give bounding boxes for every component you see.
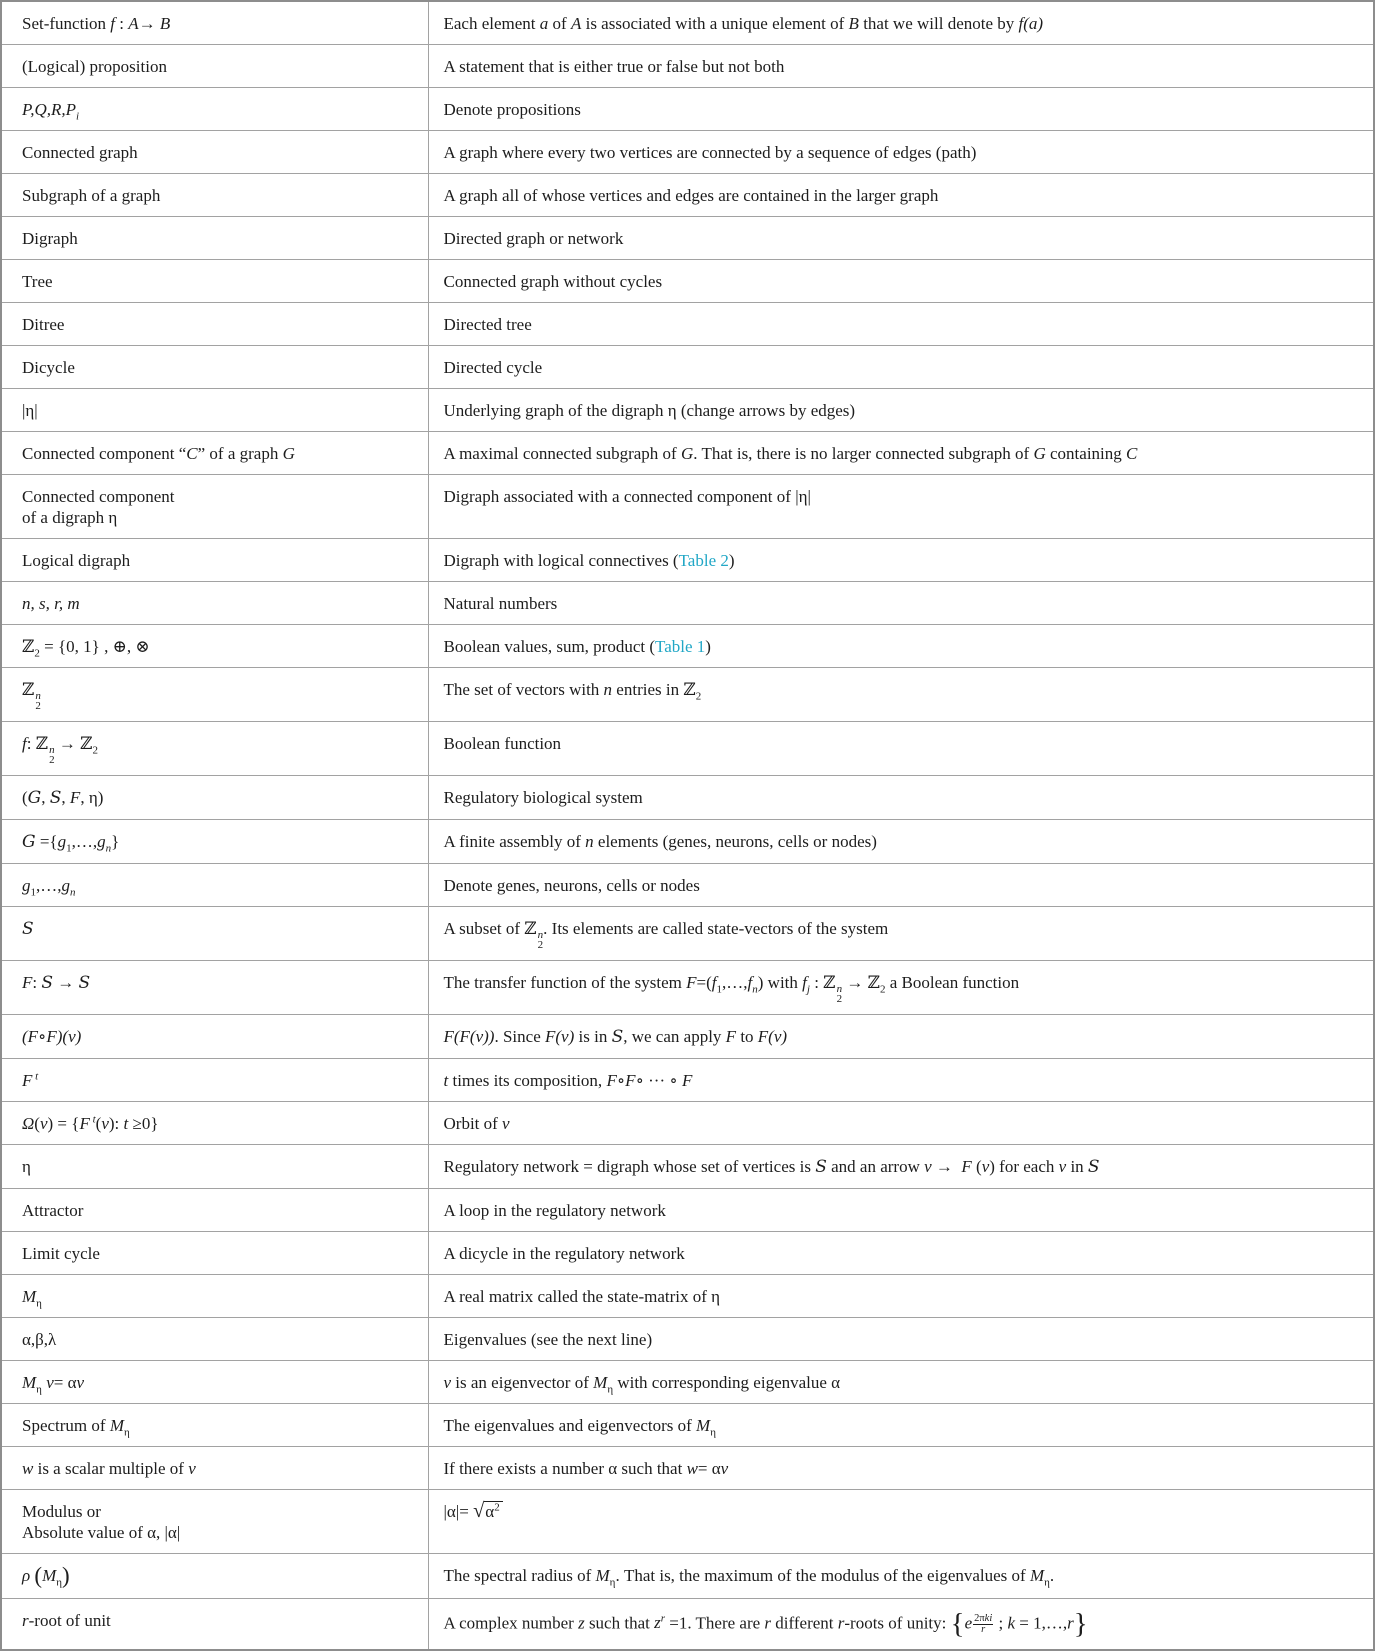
definition-cell: Directed graph or network	[428, 217, 1374, 260]
math-text-fragment: F	[686, 973, 697, 992]
table-row	[1, 864, 1374, 907]
definition-cell: Orbit of v	[428, 1102, 1374, 1145]
math-text-fragment: i	[76, 110, 80, 123]
term-cell: Connected graph	[1, 131, 428, 174]
math-text-fragment	[973, 1614, 993, 1635]
math-text-fragment: (F∘F)(v)	[22, 1027, 82, 1046]
math-text-fragment: n	[105, 842, 112, 855]
table-row	[1, 820, 1374, 864]
math-text-fragment: t	[443, 1071, 449, 1090]
math-text-fragment: v	[39, 1114, 48, 1133]
term-cell	[1, 1059, 428, 1102]
definition-cell: A maximal connected subgraph of G. That is, there is no larger connected subgraph of G containing C	[428, 432, 1374, 475]
math-text-fragment: F(v)	[757, 1027, 788, 1046]
math-text-fragment: F	[606, 1071, 617, 1090]
table-row	[1, 131, 1374, 174]
definition-cell: A subset of ℤ n 2 . Its elements are called state-vectors of the system	[428, 907, 1374, 961]
term-cell: (Logical) proposition	[1, 45, 428, 88]
math-text-fragment: √	[473, 1500, 485, 1522]
math-text-fragment: $\alpha^2$	[484, 1501, 502, 1521]
math-text-fragment: 2	[695, 690, 702, 703]
math-text-fragment	[981, 1625, 985, 1635]
definition-cell: A complex number z such that $z^r =1$. There are r different r-roots of unity: {e 2πki r ; k = 1,…,r}	[428, 1598, 1374, 1650]
math-text-fragment: C	[186, 444, 198, 463]
math-text-fragment: F	[725, 1027, 737, 1046]
math-text-fragment: M	[42, 1566, 57, 1585]
math-text-fragment: F	[961, 1157, 972, 1176]
definition-cell: A dicycle in the regulatory network	[428, 1232, 1374, 1275]
math-text-fragment: )	[62, 1563, 70, 1588]
math-text-fragment: a	[539, 14, 549, 33]
term-cell: Ω(v) = {F $^t$(v): t ≥0}	[1, 1102, 428, 1145]
table-row	[1, 1447, 1374, 1490]
term-cell: Digraph	[1, 217, 428, 260]
table-row	[1, 1361, 1374, 1404]
term-cell: Dicycle	[1, 346, 428, 389]
math-text-fragment: A	[570, 14, 582, 33]
term-cell: $g_1,\dots,g_n$	[1, 864, 428, 907]
math-text-fragment: r	[837, 1613, 845, 1633]
math-text-fragment: η	[36, 1383, 42, 1396]
math-text-fragment: F	[681, 1071, 693, 1090]
term-cell: $M_\eta$ v= αv	[1, 1361, 428, 1404]
table-row	[1, 539, 1374, 582]
math-text-fragment: f	[110, 14, 116, 33]
math-text-fragment: f	[711, 973, 717, 992]
definition-cell: A finite assembly of n elements (genes, neurons, cells or nodes)	[428, 820, 1374, 864]
table-row	[1, 260, 1374, 303]
definition-cell: The transfer function of the system $F=(f_1,\dots,f_n)$ with $f_j$ : ℤ n 2 → ℤ$_2$ a Boolean function	[428, 961, 1374, 1015]
math-text-fragment: M	[22, 1287, 37, 1306]
table-row	[1, 1318, 1374, 1361]
term-cell	[1, 1015, 428, 1059]
math-text-fragment: n	[603, 680, 613, 699]
term-cell: Set-function f : A→ B	[1, 1, 428, 45]
math-text-fragment: η	[56, 1576, 62, 1589]
definition-cell: v is an eigenvector of $M_\eta$ with corresponding eigenvalue α	[428, 1361, 1374, 1404]
math-text-fragment	[34, 691, 41, 711]
term-cell: Attractor	[1, 1189, 428, 1232]
notation-table-body	[1, 1, 1374, 1650]
math-text-fragment: G	[1033, 444, 1046, 463]
term-cell	[1, 1275, 428, 1318]
math-text-fragment: Ω	[22, 1114, 35, 1133]
math-text-fragment: 2	[836, 993, 843, 1005]
math-text-fragment: v	[188, 1459, 196, 1478]
table-row	[1, 1598, 1374, 1650]
term-cell: $G =\{g_1,\dots,g_n\}$	[1, 820, 428, 864]
term-cell: Tree	[1, 260, 428, 303]
math-text-fragment: η	[124, 1426, 130, 1439]
math-text-fragment: 2	[35, 700, 41, 712]
math-text-fragment: 2πki	[974, 1613, 993, 1625]
math-text-fragment: j	[806, 983, 810, 996]
definition-cell: Denote propositions	[428, 88, 1374, 131]
math-text-fragment: 1	[66, 842, 72, 855]
table-row	[1, 174, 1374, 217]
table-row	[1, 1015, 1374, 1059]
math-text-fragment	[32, 1070, 38, 1082]
math-text-fragment: k	[1007, 1613, 1016, 1633]
term-cell: Connected component “C” of a graph G	[1, 432, 428, 475]
definition-cell: t times its composition, F∘F∘ ··· ∘ F	[428, 1059, 1374, 1102]
math-text-fragment: S	[22, 919, 34, 939]
math-text-fragment: v	[981, 1157, 990, 1176]
table-row	[1, 389, 1374, 432]
math-text-fragment: g	[22, 876, 31, 895]
table-row	[1, 303, 1374, 346]
table-row	[1, 907, 1374, 961]
table-row	[1, 1554, 1374, 1599]
math-text-fragment: G	[27, 788, 42, 808]
definition-cell: The spectral radius of $M_\eta$. That is, the maximum of the modulus of the eigenvalues of $M_\eta$.	[428, 1554, 1374, 1599]
definition-cell: A statement that is either true or false but not both	[428, 45, 1374, 88]
math-text-fragment: S	[41, 973, 54, 993]
table-row	[1, 1102, 1374, 1145]
term-cell: w is a scalar multiple of v	[1, 1447, 428, 1490]
math-text-fragment: 2	[494, 1501, 500, 1514]
math-text-fragment: F	[69, 788, 81, 807]
table-row	[1, 88, 1374, 131]
math-text-fragment: M	[109, 1416, 124, 1435]
term-cell: Logical digraph	[1, 539, 428, 582]
math-text-fragment: v	[76, 1373, 85, 1392]
term-cell: r-root of unit	[1, 1598, 428, 1650]
math-text-fragment: S	[49, 788, 62, 808]
math-text-fragment: z	[578, 1613, 585, 1633]
math-text-fragment: $z^r$	[654, 1612, 665, 1633]
math-text-fragment: t	[35, 1070, 39, 1083]
math-text-fragment: B	[159, 14, 171, 33]
math-text-fragment: G	[680, 444, 694, 463]
definition-cell: Boolean values, sum, product (Table 1)	[428, 625, 1374, 668]
definition-cell: A graph where every two vertices are connected by a sequence of edges (path)	[428, 131, 1374, 174]
math-text-fragment: 1	[716, 983, 723, 996]
term-cell: f: ℤ n 2 → ℤ$_2$	[1, 722, 428, 776]
math-text-fragment: r	[660, 1612, 665, 1625]
definition-cell: A loop in the regulatory network	[428, 1189, 1374, 1232]
math-text-fragment: F	[22, 973, 33, 992]
definition-cell: A graph all of whose vertices and edges are contained in the larger graph	[428, 174, 1374, 217]
math-text-fragment: M	[593, 1373, 608, 1392]
term-cell: α,β,λ	[1, 1318, 428, 1361]
table-row	[1, 45, 1374, 88]
math-text-fragment: 1	[30, 886, 36, 899]
term-cell: (G, S, F, η)	[1, 776, 428, 820]
definition-cell: Connected graph without cycles	[428, 260, 1374, 303]
definition-cell: Digraph associated with a connected component of |η|	[428, 475, 1374, 539]
definition-cell: Eigenvalues (see the next line)	[428, 1318, 1374, 1361]
math-text-fragment: S	[1087, 1157, 1100, 1177]
math-text-fragment: 2	[49, 754, 55, 766]
definition-cell: Boolean function	[428, 722, 1374, 776]
math-text-fragment: v	[46, 1373, 54, 1392]
math-text-fragment: t	[92, 1113, 96, 1126]
table-row	[1, 346, 1374, 389]
math-text-fragment: n	[537, 929, 544, 941]
math-text-fragment: 2	[34, 647, 40, 660]
table-row	[1, 1275, 1374, 1318]
definition-cell: Each element a of A is associated with a unique element of B that we will denote by f(a)	[428, 1, 1374, 45]
math-text-fragment: r	[981, 1624, 986, 1636]
math-text-fragment: F	[625, 1071, 636, 1090]
term-cell: Limit cycle	[1, 1232, 428, 1275]
table-row	[1, 432, 1374, 475]
math-text-fragment: G	[22, 832, 36, 852]
definition-cell: Regulatory network = digraph whose set of vertices is S and an arrow v → F (v) for each v in S	[428, 1145, 1374, 1189]
math-text-fragment	[90, 1113, 96, 1125]
term-cell: F: S → S	[1, 961, 428, 1015]
math-text-fragment: n	[35, 690, 41, 702]
math-text-fragment: F	[79, 1114, 90, 1133]
math-text-fragment: 2	[880, 983, 886, 996]
table-row	[1, 625, 1374, 668]
definition-cell: F(F(v)). Since F(v) is in S, we can apply F to F(v)	[428, 1015, 1374, 1059]
term-cell: Modulus or Absolute value of α, |α|	[1, 1490, 428, 1554]
math-text-fragment: r	[764, 1613, 772, 1633]
math-text-fragment: g	[57, 832, 67, 851]
math-text-fragment: $g_n$	[97, 832, 112, 855]
definition-cell: Underlying graph of the digraph η (change arrows by edges)	[428, 389, 1374, 432]
definition-cell: Directed tree	[428, 303, 1374, 346]
math-text-fragment: η	[609, 1576, 616, 1589]
term-cell: ℤ$_2$ = {0, 1} , ⊕, ⊗	[1, 625, 428, 668]
math-text-fragment: n	[836, 983, 843, 995]
math-text-fragment: t	[123, 1114, 129, 1133]
definition-cell: Denote genes, neurons, cells or nodes	[428, 864, 1374, 907]
table-row	[1, 217, 1374, 260]
definition-cell: A real matrix called the state-matrix of η	[428, 1275, 1374, 1318]
math-text-fragment: B	[848, 14, 859, 33]
definition-cell: Natural numbers	[428, 582, 1374, 625]
math-text-fragment: v	[101, 1114, 109, 1133]
math-text-fragment: n, s, r, m	[22, 594, 80, 613]
math-text-fragment: C	[1126, 444, 1138, 463]
table-row	[1, 475, 1374, 539]
math-text-fragment: η	[36, 1297, 42, 1310]
definition-cell: Regulatory biological system	[428, 776, 1374, 820]
math-text-fragment: n	[585, 832, 594, 851]
math-text-fragment: v	[502, 1114, 510, 1133]
term-cell: Connected component of a digraph η	[1, 475, 428, 539]
math-text-fragment: M	[595, 1566, 610, 1585]
math-text-fragment: F(F(v))	[443, 1027, 495, 1046]
table-row	[1, 1, 1374, 45]
term-cell	[1, 582, 428, 625]
math-text-fragment: ρ	[22, 1566, 31, 1585]
table-row	[1, 1490, 1374, 1554]
math-text-fragment: n	[49, 744, 55, 756]
math-text-fragment: w	[22, 1459, 34, 1478]
definition-cell: If there exists a number α such that w= αv	[428, 1447, 1374, 1490]
math-text-fragment: η	[710, 1426, 716, 1439]
math-text-fragment: e	[964, 1613, 973, 1633]
table-row	[1, 1232, 1374, 1275]
definition-cell: Digraph with logical connectives (Table 2)	[428, 539, 1374, 582]
math-text-fragment: $g_n$	[61, 876, 76, 899]
math-text-fragment: M	[22, 1373, 37, 1392]
term-cell: Ditree	[1, 303, 428, 346]
table-row	[1, 1059, 1374, 1102]
table-row	[1, 1404, 1374, 1447]
math-text-fragment: F(v)	[545, 1027, 575, 1046]
term-cell: |η|	[1, 389, 428, 432]
math-text-fragment	[48, 745, 55, 765]
table-row	[1, 1189, 1374, 1232]
term-cell: Spectrum of $M_\eta$	[1, 1404, 428, 1447]
table-row	[1, 582, 1374, 625]
term-cell	[1, 88, 428, 131]
table-row	[1, 961, 1374, 1015]
math-text-fragment: G	[282, 444, 295, 463]
math-text-fragment: $P,Q,R,P_i$	[22, 100, 80, 123]
math-text-fragment: 2	[92, 744, 99, 757]
math-text-fragment: f(a)	[1018, 14, 1044, 33]
term-cell: Subgraph of a graph	[1, 174, 428, 217]
math-text-fragment: ki	[984, 1613, 993, 1625]
math-text-fragment: {	[950, 1607, 965, 1640]
math-text-fragment: n	[70, 886, 76, 899]
table-row	[1, 668, 1374, 722]
cross-reference-link[interactable]: Table 2	[678, 551, 729, 570]
math-text-fragment: $f_j$	[802, 973, 810, 996]
math-text-fragment: M	[696, 1416, 711, 1435]
definition-cell: The eigenvalues and eigenvectors of $M_\eta$	[428, 1404, 1374, 1447]
math-text-fragment: M	[1029, 1566, 1045, 1585]
math-text-fragment: r	[1067, 1613, 1074, 1633]
math-text-fragment: }	[1073, 1607, 1088, 1640]
math-text-fragment: $f_n$	[747, 973, 758, 996]
cross-reference-link[interactable]: Table 1	[655, 637, 706, 656]
math-text-fragment: A	[128, 14, 139, 33]
term-cell: η	[1, 1145, 428, 1189]
math-text-fragment: v	[924, 1157, 932, 1176]
table-row	[1, 776, 1374, 820]
math-text-fragment: S	[611, 1027, 624, 1047]
math-text-fragment: S	[815, 1157, 827, 1177]
math-text-fragment: (	[34, 1563, 43, 1588]
term-cell	[1, 1554, 428, 1599]
math-text-fragment: η	[1044, 1576, 1050, 1589]
definition-cell: Directed cycle	[428, 346, 1374, 389]
definition-cell: $|\alpha|= √\alpha^2$	[428, 1490, 1374, 1554]
math-text-fragment: v	[1058, 1157, 1067, 1176]
definition-cell: The set of vectors with n entries in ℤ$_2$	[428, 668, 1374, 722]
math-text-fragment: f	[22, 734, 27, 753]
math-text-fragment: v	[443, 1373, 452, 1392]
math-text-fragment: η	[607, 1383, 614, 1396]
math-text-fragment	[537, 930, 544, 950]
math-text-fragment	[836, 984, 843, 1004]
math-text-fragment: v	[720, 1459, 729, 1478]
math-text-fragment: S	[78, 973, 91, 993]
term-cell: ℤ n 2	[1, 668, 428, 722]
term-cell	[1, 907, 428, 961]
math-text-fragment: F	[22, 1071, 33, 1090]
math-text-fragment: n	[752, 983, 758, 996]
math-text-fragment: 2	[537, 939, 544, 951]
math-text-fragment: w	[686, 1459, 698, 1478]
table-row	[1, 1145, 1374, 1189]
math-text-fragment: r	[22, 1610, 29, 1630]
table-row	[1, 722, 1374, 776]
